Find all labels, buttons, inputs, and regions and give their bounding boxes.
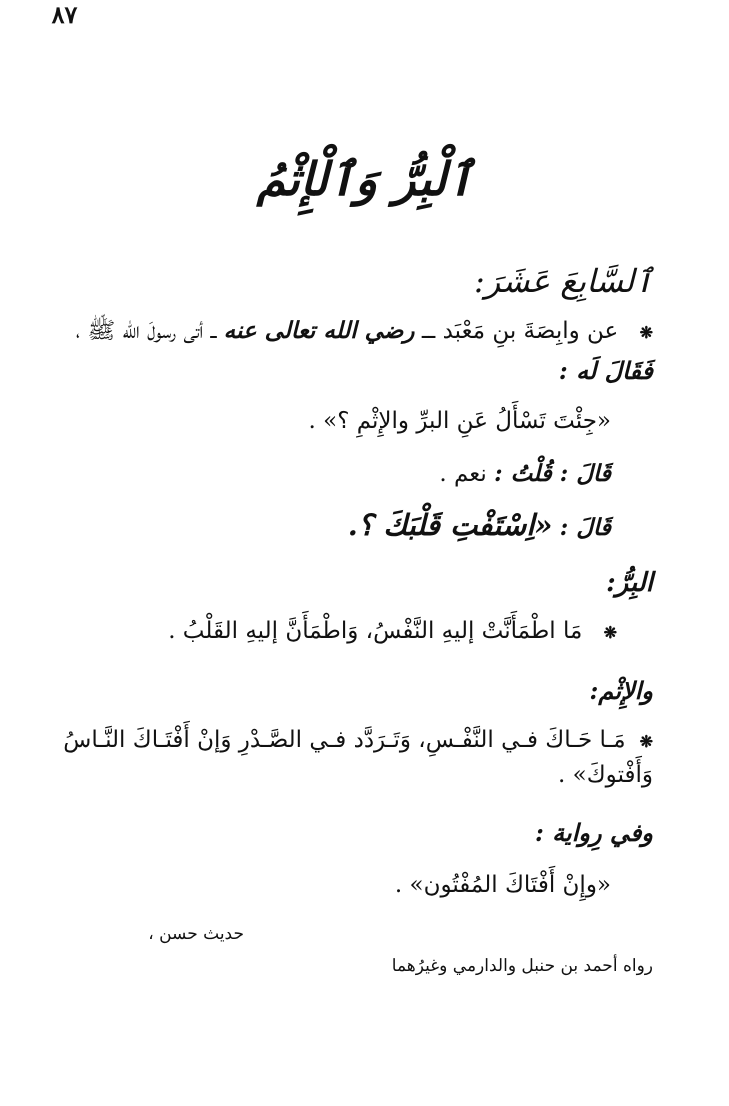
istafti-line bbox=[348, 508, 611, 542]
istafti-text: «اِسْتَفْتِ قَلْبَكَ ؟. bbox=[347, 508, 553, 542]
faqala-label: فَقَالَ لَه : bbox=[558, 356, 653, 385]
hadith-number-heading: ٱلسَّابِعَ عَشَرَ: bbox=[474, 262, 653, 300]
intro-after: ــ أتى رسولَ الله ﷺ ، bbox=[75, 318, 217, 344]
chapter-title: ٱلْبِرُّ وَٱلْإِثْمُ bbox=[256, 152, 474, 206]
asterisk-icon: ❋ bbox=[639, 732, 653, 751]
page-number: ٨٧ bbox=[51, 0, 78, 29]
hadith-grade: حديث حسن ، bbox=[148, 924, 244, 944]
riwaya-label: وفي رِواية : bbox=[534, 818, 653, 847]
asterisk-icon: ❋ bbox=[639, 323, 653, 342]
hadith-narrators: رواه أحمد بن حنبل والدارمي وغيرُهما bbox=[391, 956, 653, 976]
qultu-line bbox=[439, 460, 611, 487]
qultu-label: قَالَ : قُلْتُ : bbox=[494, 460, 611, 487]
ithm-definition-text: مَـا حَـاكَ فـي النَّفْـسِ، وَتَـرَدَّد فـي الصَّـدْرِ وَإنْ أَفْتَـاكَ النَّـاسُ bbox=[63, 727, 626, 753]
intro-line bbox=[76, 316, 653, 350]
ithm-definition-line1 bbox=[63, 727, 653, 753]
question-line: «جِئْتَ تَسْأَلُ عَنِ البرِّ والإِثْمِ ؟» . bbox=[308, 408, 611, 434]
ithm-definition-line2: وَأَفْتوكَ» . bbox=[558, 762, 653, 788]
birr-definition bbox=[168, 618, 617, 644]
birr-label: البِرُّ: bbox=[606, 568, 653, 598]
qala-label: قَالَ : bbox=[559, 514, 611, 541]
riwaya-text: «وإِنْ أَفْتَاكَ المُفْتُون» . bbox=[394, 872, 611, 898]
qultu-text: نعم . bbox=[439, 461, 487, 487]
intro-before: عن وابِصَةَ بنِ مَعْبَد ــ bbox=[421, 318, 619, 344]
ithm-label: والإِثْم: bbox=[589, 676, 653, 705]
honorific-text: رضي الله تعالى عنه bbox=[223, 317, 415, 344]
asterisk-icon: ❋ bbox=[603, 623, 617, 642]
birr-definition-text: مَا اطْمَأَنَّتْ إليهِ النَّفْسُ، وَاطْمَأَنَّ إليهِ القَلْبُ . bbox=[168, 618, 583, 644]
